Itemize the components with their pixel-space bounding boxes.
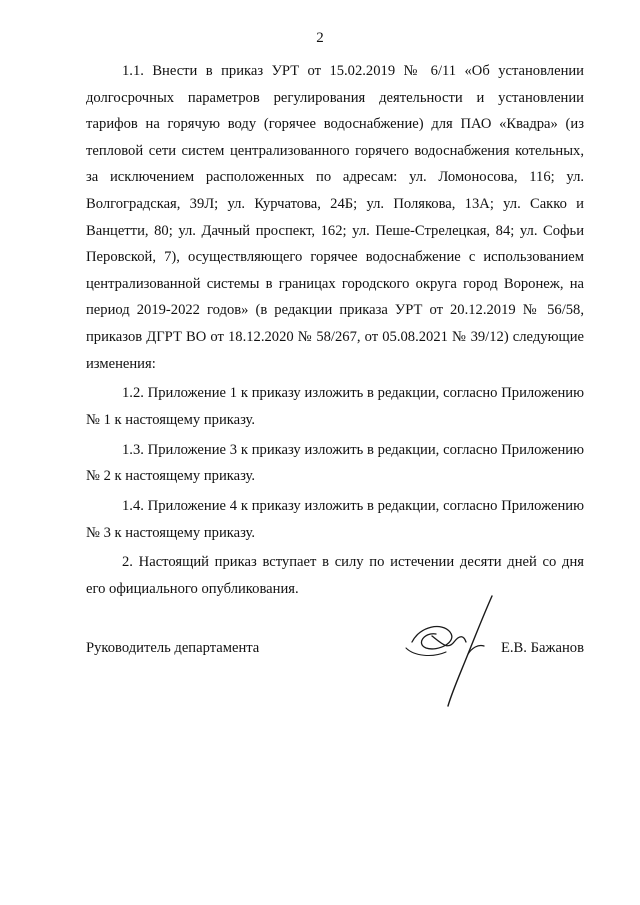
signer-title: Руководитель департамента xyxy=(86,640,260,656)
paragraph-1-2: 1.2. Приложение 1 к приказу изложить в редакции, согласно Приложению № 1 к настоящему приказу. xyxy=(86,385,584,428)
handwritten-signature xyxy=(402,592,498,712)
paragraph-2: 2. Настоящий приказ вступает в силу по истечении десяти дней со дня его официального опубликования. xyxy=(86,554,584,598)
document-body xyxy=(86,58,584,603)
page-number: 2 xyxy=(316,30,324,46)
paragraph-1-4: 1.4. Приложение 4 к приказу изложить в редакции, согласно Приложению № 3 к настоящему приказу. xyxy=(86,498,584,541)
signature-block xyxy=(86,634,584,664)
paragraph-1-3: 1.3. Приложение 3 к приказу изложить в редакции, согласно Приложению № 2 к настоящему приказу. xyxy=(86,441,584,485)
paragraph-1-1: 1.1. Внести в приказ УРТ от 15.02.2019 № 6/11 «Об установлении долгосрочных параметров регулирования деятельности и установлении тарифов на горячую воду (горячее водоснабжение) для ПАО «Квадра» (из тепловой сети систем централизованного горячего водоснабжения котельных, за исключением расположенных по адресам: ул. Ломоносова, 116; ул. Волгоградская, 39Л; ул. Курчатова, 24Б; ул. Полякова, 13А; ул. Сакко и Ванцетти, 80; ул. Дачный проспект, 162; ул. Пеше-Стрелецкая, 84; ул. Софьи Перовской, 7), осуществляющего горячее водоснабжение с использованием централизованной системы в границах городского округа город Воронеж, на период 2019-2022 годов» (в редакции приказа УРТ от 20.12.2019 № 56/58, приказов ДГРТ ВО от 18.12.2020 № 58/267, от 05.08.2021 № 39/12) следующие изменения: xyxy=(86,63,584,372)
signer-name: Е.В. Бажанов xyxy=(500,640,584,656)
